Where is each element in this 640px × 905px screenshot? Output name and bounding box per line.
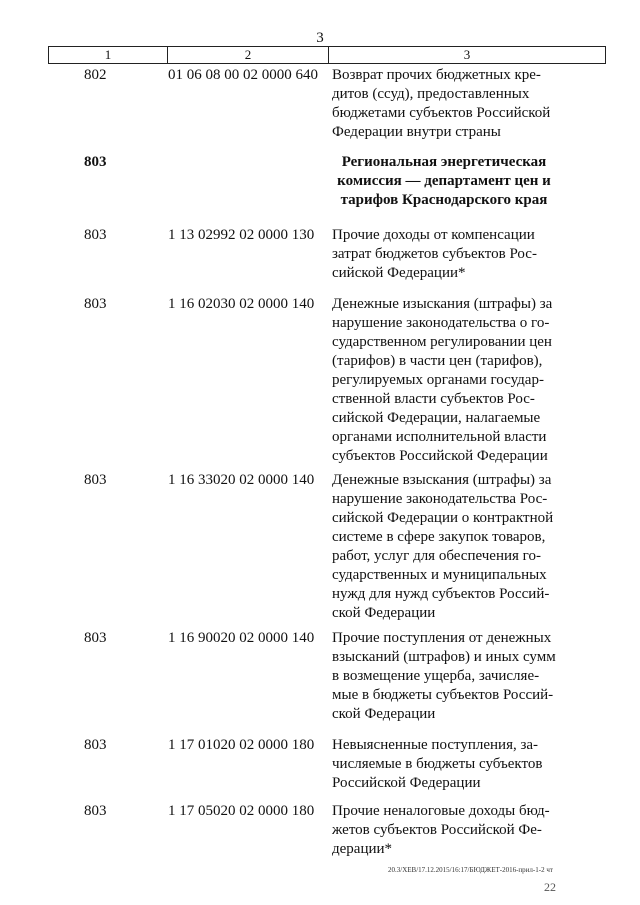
budget-code: 1 17 01020 02 0000 180 (168, 737, 315, 753)
budget-code: 1 16 02030 02 0000 140 (168, 296, 315, 312)
description-line: Возврат прочих бюджетных кре- (332, 67, 541, 83)
description-line: сударственных и муниципальных (332, 567, 547, 583)
description-line: жетов субъектов Российской Фе- (332, 822, 542, 838)
description-line: нужд для нужд субъектов Россий- (332, 586, 550, 602)
admin-code: 803 (84, 737, 107, 753)
budget-code: 1 17 05020 02 0000 180 (168, 803, 315, 819)
description (332, 295, 556, 466)
description-line: Федерации внутри страны (332, 124, 501, 140)
description-line: сийской Федерации* (332, 265, 466, 281)
description-line: регулируемых органами государ- (332, 372, 544, 388)
table-header (48, 46, 606, 64)
description-line: нарушение законодательства Рос- (332, 491, 548, 507)
description-line: дитов (ссуд), предоставленных (332, 86, 530, 102)
description-line: ской Федерации (332, 706, 436, 722)
description-line: ской Федерации (332, 605, 436, 621)
description-line: комиссия — департамент цен и (337, 173, 551, 189)
admin-code: 803 (84, 630, 107, 646)
description-line: сийской Федерации о контрактной (332, 510, 554, 526)
corner-mark: 22 (544, 880, 556, 894)
document-footer: 20.3/ХЕВ/17.12.2015/16:17/БЮДЖЕТ-2016-прил-1-2 чт (388, 866, 553, 874)
admin-code: 803 (84, 227, 107, 243)
description-line: сийской Федерации, налагаемые (332, 410, 541, 426)
description (332, 471, 556, 623)
description (332, 736, 556, 793)
description-line: Региональная энергетическая (341, 154, 547, 170)
description-line: числяемые в бюджеты субъектов (332, 756, 543, 772)
description-line: системе в сфере закупок товаров, (332, 529, 546, 545)
admin-code: 802 (84, 67, 107, 83)
description-line: дерации* (332, 841, 393, 857)
department-title (332, 153, 556, 210)
admin-code: 803 (84, 472, 107, 488)
description-line: Прочие доходы от компенсации (332, 227, 535, 243)
description-line: в возмещение ущерба, зачисляе- (332, 668, 540, 684)
header-col-3: 3 (463, 47, 471, 62)
description-line: органами исполнительной власти (332, 429, 547, 445)
admin-code: 803 (84, 154, 107, 170)
budget-code: 1 13 02992 02 0000 130 (168, 227, 315, 243)
description (332, 66, 556, 142)
description (332, 629, 556, 724)
budget-code: 1 16 90020 02 0000 140 (168, 630, 315, 646)
description-line: Прочие поступления от денежных (332, 630, 552, 646)
description-line: ственной власти субъектов Рос- (332, 391, 535, 407)
description-line: Денежные взыскания (штрафы) за (332, 472, 552, 488)
description-line: субъектов Российской Федерации (332, 448, 548, 464)
description-line: затрат бюджетов субъектов Рос- (332, 246, 537, 262)
description-line: работ, услуг для обеспечения го- (332, 548, 541, 564)
page-number: 3 (316, 30, 324, 46)
description (332, 802, 556, 859)
description-line: тарифов Краснодарского края (340, 192, 548, 208)
description-line: Невыясненные поступления, за- (332, 737, 539, 753)
description-line: (тарифов) в части цен (тарифов), (332, 353, 543, 369)
description-line: взысканий (штрафов) и иных сумм (332, 649, 556, 665)
budget-code: 01 06 08 00 02 0000 640 (168, 67, 318, 83)
description-line: Российской Федерации (332, 775, 481, 791)
description (332, 226, 556, 283)
description-line: сударственном регулировании цен (332, 334, 552, 350)
description-line: Денежные изыскания (штрафы) за (332, 296, 553, 312)
budget-code: 1 16 33020 02 0000 140 (168, 472, 315, 488)
description-line: бюджетами субъектов Российской (332, 105, 551, 121)
header-col-2: 2 (168, 47, 329, 63)
admin-code: 803 (84, 296, 107, 312)
description-line: нарушение законодательства о го- (332, 315, 550, 331)
description-line: Прочие неналоговые доходы бюд- (332, 803, 550, 819)
description-line: мые в бюджеты субъектов Россий- (332, 687, 554, 703)
admin-code: 803 (84, 803, 107, 819)
header-col-1: 1 (49, 47, 168, 63)
